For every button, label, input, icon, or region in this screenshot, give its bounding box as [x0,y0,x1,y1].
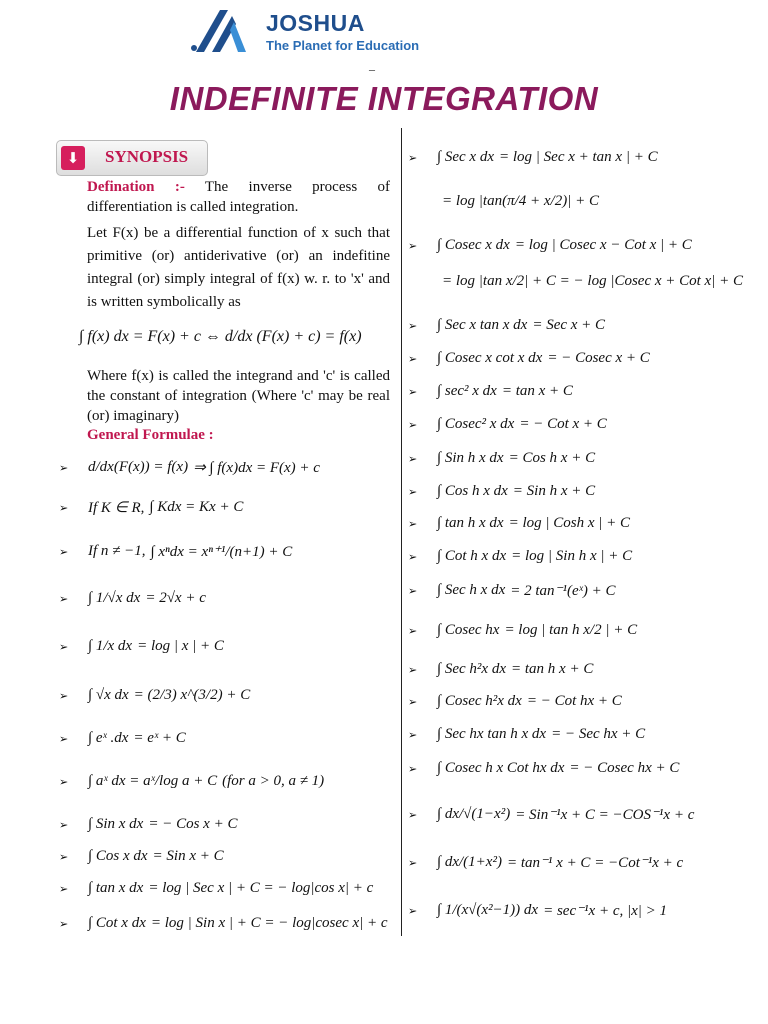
right-formula-row [408,416,607,433]
formula-lhs: ∫ Sin x dx [88,816,144,832]
formula-rhs: = tan x + C [501,383,573,399]
formula-rhs: = 2 tan⁻¹(eˣ) + C [510,583,616,599]
bullet-arrow-icon: ➢ [59,640,69,653]
right-formula-row [408,726,646,743]
formula-rhs: = − Cosec x + C [547,350,650,366]
formula-rhs: = log | Cosec x − Cot x | + C [514,237,692,253]
formula-lhs: ∫ aˣ dx = aˣ/log a + C [88,773,218,789]
bullet-arrow-icon: ➢ [408,319,418,332]
bullet-arrow-icon: ➢ [59,592,69,605]
bullet-arrow-icon: ➢ [408,808,418,821]
formula-lhs: ∫ dx/√(1−x²) [437,806,511,822]
formula-lhs: ∫ dx/(1+x²) [437,854,502,870]
formula-rhs: = eˣ + C [133,730,186,746]
formula-lhs: ∫ Cosec x cot x dx [437,350,543,366]
formula-lhs: ∫ Sec h x dx [437,582,506,598]
synopsis-label: SYNOPSIS [105,147,189,166]
bullet-arrow-icon: ➢ [408,728,418,741]
formula-rhs: = − Sec hx + C [551,726,646,742]
right-formula-row [408,317,606,334]
formula-lhs: If n ≠ −1, [88,543,146,559]
definition-paragraph [87,177,390,217]
formula-rhs: = tan h x + C [511,661,594,677]
bullet-arrow-icon: ➢ [408,239,418,252]
left-formula-row [59,590,206,607]
formula-lhs: ∫ Cosec x dx [437,237,510,253]
formula-rhs: = log | Sin x | + C = − log|cosec x| + c [150,915,388,931]
formula-rhs: = Sec x + C [532,317,606,333]
header [190,8,590,56]
bullet-arrow-icon: ➢ [408,418,418,431]
formula-lhs: ∫ eˣ .dx [88,730,129,746]
bullet-arrow-icon: ➢ [408,624,418,637]
bullet-arrow-icon: ➢ [59,732,69,745]
bullet-arrow-icon: ➢ [408,151,418,164]
right-formula-row [408,901,667,920]
right-formula-row [408,515,631,532]
right-formula-row [408,483,596,500]
formula-rhs: = Sin x + C [152,848,224,864]
page-title: INDEFINITE INTEGRATION [169,80,599,117]
definition-text: The inverse process of differentiation is called integration. [87,179,390,215]
formula-rhs: = Sin⁻¹x + C = −COS⁻¹x + c [515,807,695,823]
bullet-arrow-icon: ➢ [408,485,418,498]
formula-lhs: ∫ Cosec hx [437,622,500,638]
formula-lhs: ∫ 1/x dx [88,638,133,654]
general-formulae-heading: General Formulae : [87,427,214,443]
formula-rhs: = log |tan(π/4 + x/2)| + C [442,193,599,209]
formula-lhs: ∫ Sin h x dx [437,450,504,466]
left-formula-row [59,730,186,747]
bullet-arrow-icon: ➢ [59,501,69,514]
right-formula-row [408,805,695,824]
formula-lhs: ∫ √x dx [88,687,129,703]
formula-rhs: = log | Cosh x | + C [508,515,631,531]
formula-lhs: ∫ Sec x tan x dx [437,317,528,333]
left-formula-row [59,542,293,561]
bullet-arrow-icon: ➢ [408,517,418,530]
formula-lhs: ∫ Cos h x dx [437,483,508,499]
formula-rhs: ⇒ ∫ f(x)dx = F(x) + c [193,460,320,476]
bullet-arrow-icon: ➢ [408,452,418,465]
bullet-arrow-icon: ➢ [59,917,69,930]
formula-rhs: = log | Sec x + tan x | + C [499,149,658,165]
formula-rhs: = 2√x + c [145,590,206,606]
header-dash: – [369,62,375,76]
formula-lhs: If K ∈ R, [88,500,145,516]
formula-rhs: = log | x | + C [137,638,224,654]
joshua-logo-icon [190,8,260,54]
bullet-arrow-icon: ➢ [408,663,418,676]
formula-rhs: = − Cosec hx + C [569,760,680,776]
formula-rhs: = sec⁻¹x + c, |x| > 1 [543,903,667,919]
right-formula-row [437,273,743,290]
right-formula-row [408,693,622,710]
definition-label: Defination :- [87,179,185,195]
left-formula-row [59,773,325,790]
formula-rhs: = log | Sec x | + C = − log|cos x| + c [148,880,374,896]
definition-text-2: Let F(x) be a differential function of x such that primitive (or) antiderivative (or) an indefitine integral (or) simply integral of f(x) w. r. to 'x' and is written symbolically as [87,225,390,310]
right-formula-row [408,548,633,565]
bullet-arrow-icon: ➢ [408,550,418,563]
bullet-arrow-icon: ➢ [59,689,69,702]
right-formula-row [408,622,638,639]
right-formula-row [408,350,650,367]
formula-lhs: ∫ 1/(x√(x²−1)) dx [437,902,539,918]
left-formula-row [59,915,388,932]
formula-rhs: = Cos h x + C [508,450,596,466]
formula-lhs: ∫ Cot h x dx [437,548,507,564]
column-divider [401,128,402,936]
right-formula-row [408,581,616,600]
formula-lhs: ∫ Cot x dx [88,915,146,931]
formula-lhs: ∫ Cosec h²x dx [437,693,522,709]
bullet-arrow-icon: ➢ [59,545,69,558]
left-formula-row [59,687,251,704]
formula-lhs: ∫ sec² x dx [437,383,497,399]
formula-lhs: ∫ Cos x dx [88,848,148,864]
bullet-arrow-icon: ➢ [59,775,69,788]
left-formula-row [59,458,320,477]
formula-rhs: = − Cos x + C [148,816,238,832]
definition-text-3: Where f(x) is called the integrand and 'c' is called the constant of integration (Where 'c' may be real (or) imaginary) [87,368,390,424]
bullet-arrow-icon: ➢ [408,856,418,869]
formula-lhs: ∫ tan h x dx [437,515,504,531]
formula-lhs: ∫ Cosec² x dx [437,416,515,432]
right-formula-row [408,149,658,166]
formula-rhs: ∫ xⁿdx = xⁿ⁺¹/(n+1) + C [150,544,293,560]
down-arrow-icon: ⬇ [61,146,85,170]
bullet-arrow-icon: ➢ [408,762,418,775]
bullet-arrow-icon: ➢ [408,584,418,597]
formula-rhs: = log | tan h x/2 | + C [504,622,638,638]
right-formula-row [408,760,680,777]
bullet-arrow-icon: ➢ [408,385,418,398]
bullet-arrow-icon: ➢ [408,904,418,917]
formula-lhs: ∫ tan x dx [88,880,144,896]
left-formula-row [59,880,374,897]
formula-rhs: = log | Sin h x | + C [511,548,633,564]
formula-lhs: ∫ Sec h²x dx [437,661,506,677]
left-formula-row [59,638,224,655]
formula-rhs: ∫ Kdx = Kx + C [149,499,244,515]
formula-rhs: = − Cot x + C [519,416,607,432]
right-formula-row [408,237,692,254]
right-formula-row [408,383,573,400]
bullet-arrow-icon: ➢ [59,818,69,831]
bullet-arrow-icon: ➢ [408,695,418,708]
formula-rhs: = (2/3) x^(3/2) + C [133,687,251,703]
left-formula-row [59,848,224,865]
formula-rhs: (for a > 0, a ≠ 1) [222,773,325,789]
brand-name: JOSHUA [266,10,365,36]
bullet-arrow-icon: ➢ [59,850,69,863]
synopsis-badge [56,140,208,176]
right-formula-row [408,853,684,872]
definition-formula: ∫ f(x) dx = F(x) + c ⇔ d/dx (F(x) + c) = f(x) [79,328,362,345]
formula-rhs: = − Cot hx + C [526,693,622,709]
left-formula-row [59,816,238,833]
right-formula-row [437,193,599,210]
formula-lhs: ∫ Cosec h x Cot hx dx [437,760,565,776]
formula-lhs: ∫ Sec hx tan h x dx [437,726,547,742]
formula-lhs: ∫ 1/√x dx [88,590,141,606]
bullet-arrow-icon: ➢ [59,882,69,895]
formula-lhs: ∫ Sec x dx [437,149,494,165]
bullet-arrow-icon: ➢ [408,352,418,365]
brand-tagline: The Planet for Education [266,38,420,53]
formula-lhs: d/dx(F(x)) = f(x) [88,459,189,475]
formula-rhs: = tan⁻¹ x + C = −Cot⁻¹x + c [506,855,684,871]
bullet-arrow-icon: ➢ [59,461,69,474]
left-formula-row [59,498,244,517]
formula-rhs: = Sin h x + C [512,483,596,499]
right-formula-row [408,450,596,467]
right-formula-row [408,661,594,678]
formula-rhs: = log |tan x/2| + C = − log |Cosec x + Cot x| + C [442,273,743,289]
